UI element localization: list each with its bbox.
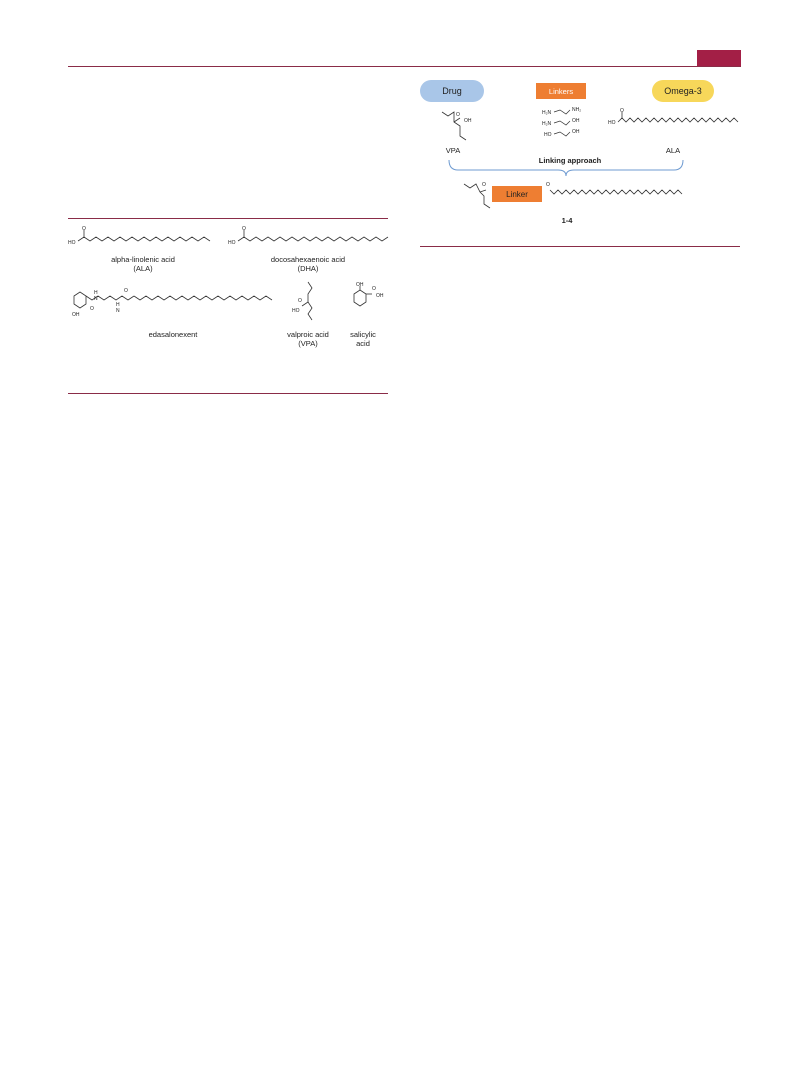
vpa-label-left: valproic acid (VPA) [287,330,329,348]
svg-text:H₂N: H₂N [542,121,552,127]
svg-text:O: O [242,226,246,232]
svg-text:O: O [82,226,86,232]
linker-structures [540,106,590,140]
dha-label: docosahexaenoic acid (DHA) [270,255,346,273]
right-figure-bottom-rule [420,246,740,247]
svg-text:HO: HO [228,240,236,246]
edasalonexent-structure [68,286,278,320]
svg-text:N: N [116,308,120,314]
svg-text:O: O [546,182,550,188]
ala-structure [68,228,218,250]
linkers-box: Linkers [536,83,586,99]
ala-label: alpha-linolenic acid (ALA) [111,255,175,273]
dha-structure [228,228,388,250]
vpa-label-right: VPA [445,146,461,155]
left-figure-bottom-rule [68,393,388,394]
vpa-structure-right [438,108,482,144]
linking-approach-label: Linking approach [520,156,620,165]
svg-text:H: H [94,290,98,296]
header-rule [68,66,741,67]
product-label: 1-4 [561,216,573,225]
svg-text:O: O [456,112,460,118]
salicylic-acid-structure [346,284,386,314]
salicylic-acid-label: salicylic acid [350,330,376,348]
svg-text:O: O [372,286,376,292]
svg-text:HO: HO [544,132,552,138]
svg-text:OH: OH [572,129,580,135]
svg-text:O: O [482,182,486,188]
svg-text:HO: HO [68,240,76,246]
svg-text:O: O [124,288,128,294]
omega3-pill: Omega-3 [652,80,714,102]
svg-text:H₂N: H₂N [542,110,552,116]
svg-text:OH: OH [464,118,472,124]
ala-label-right: ALA [665,146,681,155]
svg-text:O: O [90,306,94,312]
linker-box: Linker [492,186,542,202]
right-figure [420,70,740,246]
svg-text:O: O [620,108,624,114]
svg-text:N: N [94,296,98,302]
journal-header-tab [697,50,741,66]
svg-text:OH: OH [356,282,364,288]
svg-text:O: O [298,298,302,304]
ala-structure-right [608,110,738,130]
svg-text:NH₂: NH₂ [572,107,582,113]
svg-text:OH: OH [376,293,384,299]
svg-text:H: H [116,302,120,308]
drug-pill: Drug [420,80,484,102]
svg-text:OH: OH [72,312,80,318]
svg-text:OH: OH [572,118,580,124]
left-figure [68,222,388,392]
svg-text:HO: HO [608,120,616,126]
edasalonexent-label: edasalonexent [148,330,198,339]
svg-text:HO: HO [292,308,300,314]
left-figure-top-rule [68,218,388,219]
vpa-structure-left [288,280,328,324]
